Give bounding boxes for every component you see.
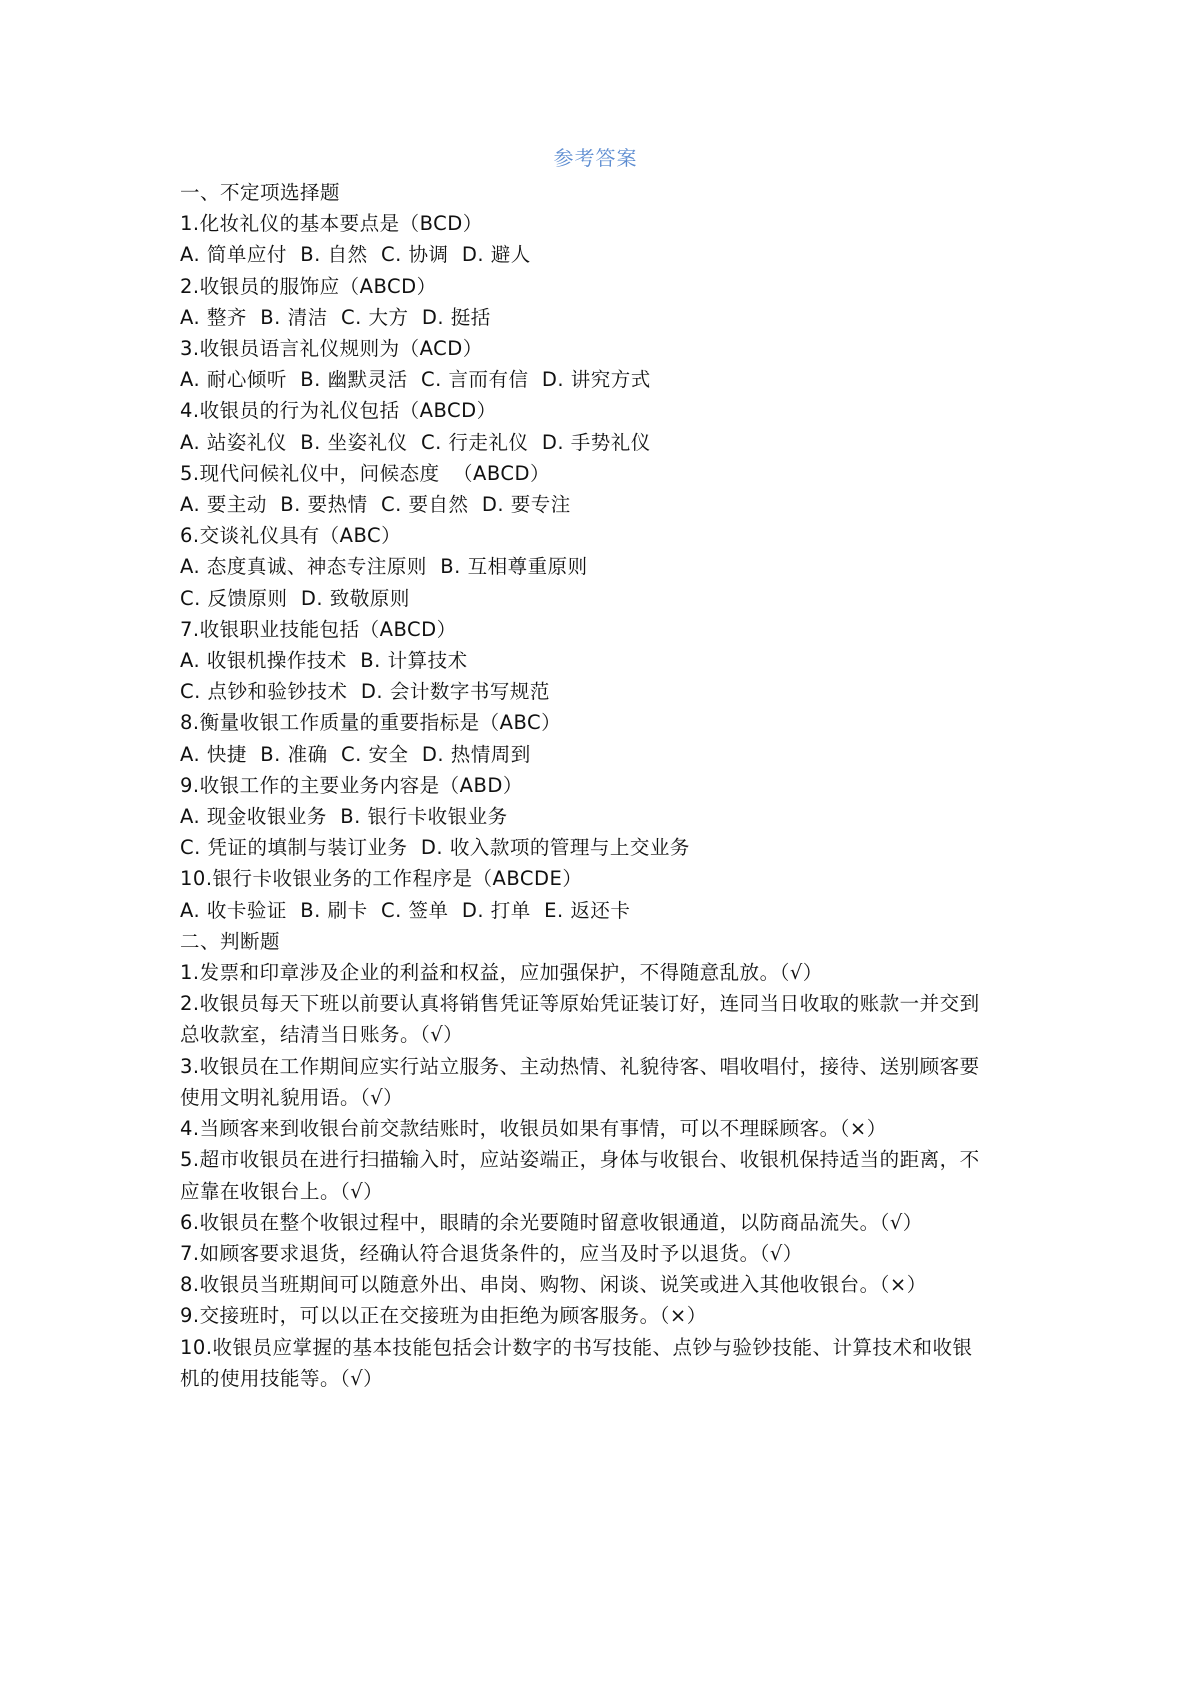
true-false-item: 7.如顾客要求退货，经确认符合退货条件的，应当及时予以退货。（√）: [180, 1241, 803, 1265]
true-false-item: 6.收银员在整个收银过程中，眼睛的余光要随时留意收银通道，以防商品流失。（√）: [180, 1210, 923, 1234]
true-false-item-continuation: 应靠在收银台上。（√）: [180, 1179, 384, 1203]
question-options: C. 反馈原则 D. 致敬原则: [180, 586, 410, 610]
true-false-item-continuation: 使用文明礼貌用语。（√）: [180, 1085, 404, 1109]
question-text: 9.收银工作的主要业务内容是（ABD）: [180, 773, 523, 797]
question-options: A. 耐心倾听 B. 幽默灵活 C. 言而有信 D. 讲究方式: [180, 368, 651, 392]
question-options: C. 凭证的填制与装订业务 D. 收入款项的管理与上交业务: [180, 836, 690, 860]
question-options: A. 要主动 B. 要热情 C. 要自然 D. 要专注: [180, 493, 571, 517]
question-options: A. 简单应付 B. 自然 C. 协调 D. 避人: [180, 243, 531, 267]
question-options: A. 现金收银业务 B. 银行卡收银业务: [180, 805, 508, 829]
true-false-item: 8.收银员当班期间可以随意外出、串岗、购物、闲谈、说笑或进入其他收银台。（×）: [180, 1273, 927, 1297]
true-false-item: 1.发票和印章涉及企业的利益和权益，应加强保护，不得随意乱放。（√）: [180, 961, 823, 985]
question-options: A. 态度真诚、神态专注原则 B. 互相尊重原则: [180, 555, 588, 579]
true-false-item-continuation: 总收款室，结清当日账务。（√）: [180, 1023, 464, 1047]
true-false-item: 4.当顾客来到收银台前交款结账时，收银员如果有事情，可以不理睬顾客。（×）: [180, 1117, 887, 1141]
true-false-item: 3.收银员在工作期间应实行站立服务、主动热情、礼貌待客、唱收唱付，接待、送别顾客要: [180, 1054, 980, 1078]
question-options: A. 收卡验证 B. 刷卡 C. 签单 D. 打单 E. 返还卡: [180, 898, 631, 922]
true-false-item: 9.交接班时，可以以正在交接班为由拒绝为顾客服务。（×）: [180, 1304, 707, 1328]
question-options: A. 站姿礼仪 B. 坐姿礼仪 C. 行走礼仪 D. 手势礼仪: [180, 430, 651, 454]
document-title: 参考答案: [553, 146, 638, 170]
true-false-item: 2.收银员每天下班以前要认真将销售凭证等原始凭证装订好，连同当日收取的账款一并交到: [180, 992, 980, 1016]
question-options: A. 快捷 B. 准确 C. 安全 D. 热情周到: [180, 742, 531, 766]
question-options: C. 点钞和验钞技术 D. 会计数字书写规范: [180, 680, 550, 704]
true-false-item-continuation: 机的使用技能等。（√）: [180, 1366, 384, 1390]
question-text: 7.收银职业技能包括（ABCD）: [180, 617, 457, 641]
question-text: 3.收银员语言礼仪规则为（ACD）: [180, 337, 483, 361]
true-false-item: 5.超市收银员在进行扫描输入时，应站姿端正，身体与收银台、收银机保持适当的距离，不: [180, 1148, 980, 1172]
section-heading-true-false: 二、判断题: [180, 929, 281, 953]
question-text: 6.交谈礼仪具有（ABC）: [180, 524, 402, 548]
document-body: [180, 177, 1020, 1394]
question-text: 10.银行卡收银业务的工作程序是（ABCDE）: [180, 867, 583, 891]
question-text: 8.衡量收银工作质量的重要指标是（ABC）: [180, 711, 562, 735]
question-text: 2.收银员的服饰应（ABCD）: [180, 274, 437, 298]
section-heading-multiple-choice: 一、不定项选择题: [180, 181, 341, 204]
question-options: A. 整齐 B. 清洁 C. 大方 D. 挺括: [180, 305, 491, 329]
question-options: A. 收银机操作技术 B. 计算技术: [180, 649, 468, 673]
question-text: 1.化妆礼仪的基本要点是（BCD）: [180, 212, 483, 236]
true-false-item: 10.收银员应掌握的基本技能包括会计数字的书写技能、点钞与验钞技能、计算技术和收银: [180, 1335, 973, 1359]
question-text: 4.收银员的行为礼仪包括（ABCD）: [180, 399, 497, 423]
question-text: 5.现代问候礼仪中，问候态度 （ABCD）: [180, 461, 551, 485]
